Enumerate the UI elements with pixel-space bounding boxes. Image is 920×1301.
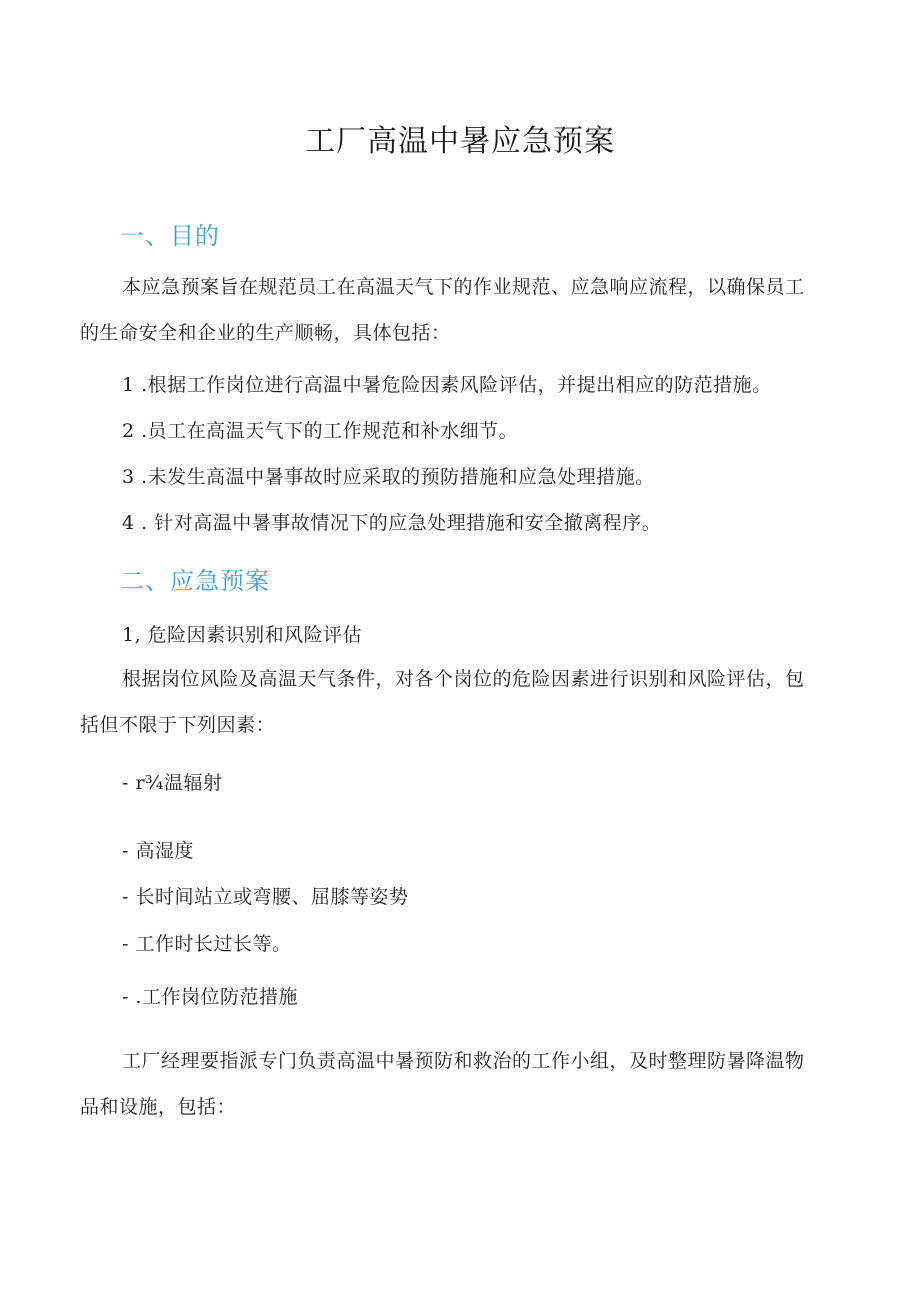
risk-factor-item: - r¾温辐射 — [122, 772, 223, 794]
section-heading-purpose: 一、目的 — [120, 222, 220, 250]
purpose-item-1: 1 .根据工作岗位进行高温中暑危险因素风险评估，并提出相应的防范措施。 — [122, 374, 772, 396]
measures-para-line-1: 工厂经理要指派专门负责高温中暑预防和救治的工作小组，及时整理防暑降温物 — [122, 1050, 805, 1072]
intro-line-2: 的生命安全和企业的生产顺畅，具体包括： — [80, 322, 451, 344]
purpose-item-3: 3 .未发生高温中暑事故时应采取的预防措施和应急处理措施。 — [122, 466, 655, 488]
intro-line-1: 本应急预案旨在规范员工在高温天气下的作业规范、应急响应流程，以确保员工 — [122, 276, 805, 298]
risk-para-line-1: 根据岗位风险及高温天气条件，对各个岗位的危险因素进行识别和风险评估，包 — [122, 668, 805, 690]
measures-para-line-2: 品和设施，包括： — [80, 1096, 237, 1118]
risk-factor-item: - .工作岗位防范措施 — [122, 986, 298, 1008]
risk-factor-item: - 长时间站立或弯腰、屈膝等姿势 — [122, 886, 409, 908]
section-heading-plan: 二、应急预案 — [120, 567, 270, 595]
purpose-item-2: 2 .员工在高温天气下的工作规范和补水细节。 — [122, 420, 519, 442]
document-title: 工厂高温中暑应急预案 — [305, 124, 615, 159]
subsection-risk-assessment: 1, 危险因素识别和风险评估 — [122, 624, 363, 646]
risk-para-line-2: 括但不限于下列因素： — [80, 714, 276, 736]
purpose-item-4: 4 . 针对高温中暑事故情况下的应急处理措施和安全撤离程序。 — [122, 512, 662, 534]
risk-factor-item: - 高湿度 — [122, 840, 194, 862]
risk-factor-item: - 工作时长过长等。 — [122, 933, 292, 955]
